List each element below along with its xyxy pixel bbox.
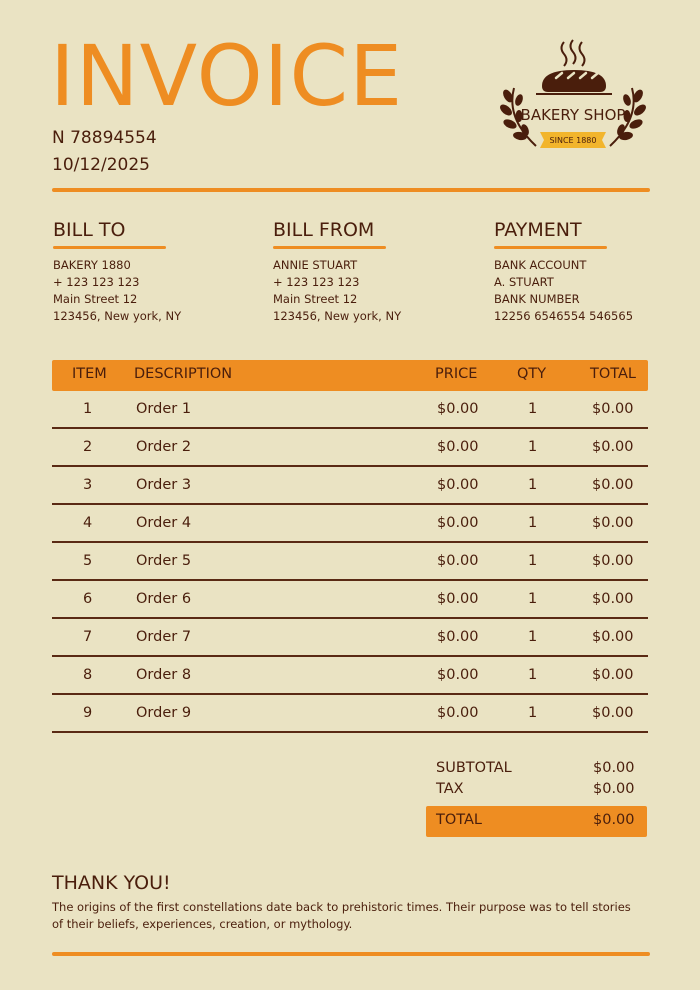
row-price: $0.00 [437,667,479,683]
table-row [52,467,648,505]
row-item: 6 [83,591,93,607]
bill-to-underline [53,246,166,249]
table-row [52,581,648,619]
row-qty: 1 [528,477,538,493]
tax-value: $0.00 [593,781,635,797]
row-total: $0.00 [592,401,634,417]
bill-from-underline [273,246,386,249]
table-row [52,429,648,467]
header-qty: QTY [517,366,547,382]
header-price: PRICE [435,366,478,382]
payment-line: A. STUART [494,275,554,289]
row-description: Order 2 [136,439,192,455]
table-row [52,695,648,733]
bill-to-line: 123456, New york, NY [53,309,182,323]
row-item: 2 [83,439,93,455]
row-price: $0.00 [437,439,479,455]
row-price: $0.00 [437,629,479,645]
row-total: $0.00 [592,629,634,645]
row-price: $0.00 [437,515,479,531]
bill-from-line: + 123 123 123 [273,275,360,289]
row-total: $0.00 [592,591,634,607]
payment-heading: PAYMENT [494,219,582,241]
invoice-title: INVOICE [50,27,404,125]
header-divider [52,188,650,192]
header-description: DESCRIPTION [134,366,233,382]
bill-to-line: BAKERY 1880 [53,258,131,272]
row-price: $0.00 [437,591,479,607]
row-description: Order 9 [136,705,192,721]
row-item: 9 [83,705,93,721]
row-item: 8 [83,667,93,683]
row-description: Order 7 [136,629,192,645]
bill-from-heading: BILL FROM [273,219,375,241]
row-total: $0.00 [592,477,634,493]
row-divider [52,731,648,733]
row-description: Order 1 [136,401,192,417]
payment-underline [494,246,607,249]
table-row [52,391,648,429]
header-item: ITEM [72,366,107,382]
invoice-date: 10/12/2025 [52,155,150,175]
row-qty: 1 [528,439,538,455]
row-total: $0.00 [592,439,634,455]
tax-label: TAX [436,781,464,797]
row-qty: 1 [528,705,538,721]
row-qty: 1 [528,667,538,683]
row-qty: 1 [528,591,538,607]
row-description: Order 3 [136,477,192,493]
payment-line: BANK ACCOUNT [494,258,587,272]
row-description: Order 6 [136,591,192,607]
row-price: $0.00 [437,401,479,417]
subtotal-label: SUBTOTAL [436,760,512,776]
bill-from-line: Main Street 12 [273,292,358,306]
table-row [52,505,648,543]
bill-to-section [53,218,243,325]
bakery-logo [494,38,652,156]
bill-to-heading: BILL TO [53,219,126,241]
table-row [52,543,648,581]
payment-line: 12256 6546554 546565 [494,309,634,323]
row-item: 7 [83,629,93,645]
table-row [52,657,648,695]
row-price: $0.00 [437,553,479,569]
invoice-number: N 78894554 [52,128,157,148]
logo-ribbon: SINCE 1880 [549,136,597,145]
row-total: $0.00 [592,705,634,721]
table-header [52,360,648,391]
row-item: 1 [83,401,93,417]
row-qty: 1 [528,401,538,417]
row-description: Order 4 [136,515,192,531]
row-item: 3 [83,477,93,493]
header-total: TOTAL [590,366,636,382]
row-total: $0.00 [592,667,634,683]
table-row [52,619,648,657]
subtotal-value: $0.00 [593,760,635,776]
bill-to-line: + 123 123 123 [53,275,140,289]
row-item: 4 [83,515,93,531]
bill-from-section [273,218,463,325]
row-total: $0.00 [592,515,634,531]
payment-section [494,218,684,325]
row-qty: 1 [528,553,538,569]
bill-from-line: 123456, New york, NY [273,309,402,323]
row-qty: 1 [528,515,538,531]
row-qty: 1 [528,629,538,645]
row-price: $0.00 [437,477,479,493]
row-total: $0.00 [592,553,634,569]
footer-text: The origins of the first constellations date back to prehistoric times. Their purpose was to tell stories of their beliefs, experiences, creation, or mythology. [52,900,631,931]
bread-icon [494,38,652,156]
row-item: 5 [83,553,93,569]
total-value: $0.00 [593,812,635,828]
bill-from-line: ANNIE STUART [273,258,358,272]
total-label: TOTAL [436,812,482,828]
row-price: $0.00 [437,705,479,721]
logo-name: BAKERY SHOP [520,106,626,124]
bill-to-line: Main Street 12 [53,292,138,306]
thank-you-heading: THANK YOU! [52,872,171,894]
row-description: Order 5 [136,553,192,569]
row-description: Order 8 [136,667,192,683]
payment-line: BANK NUMBER [494,292,580,306]
footer-divider [52,952,650,956]
